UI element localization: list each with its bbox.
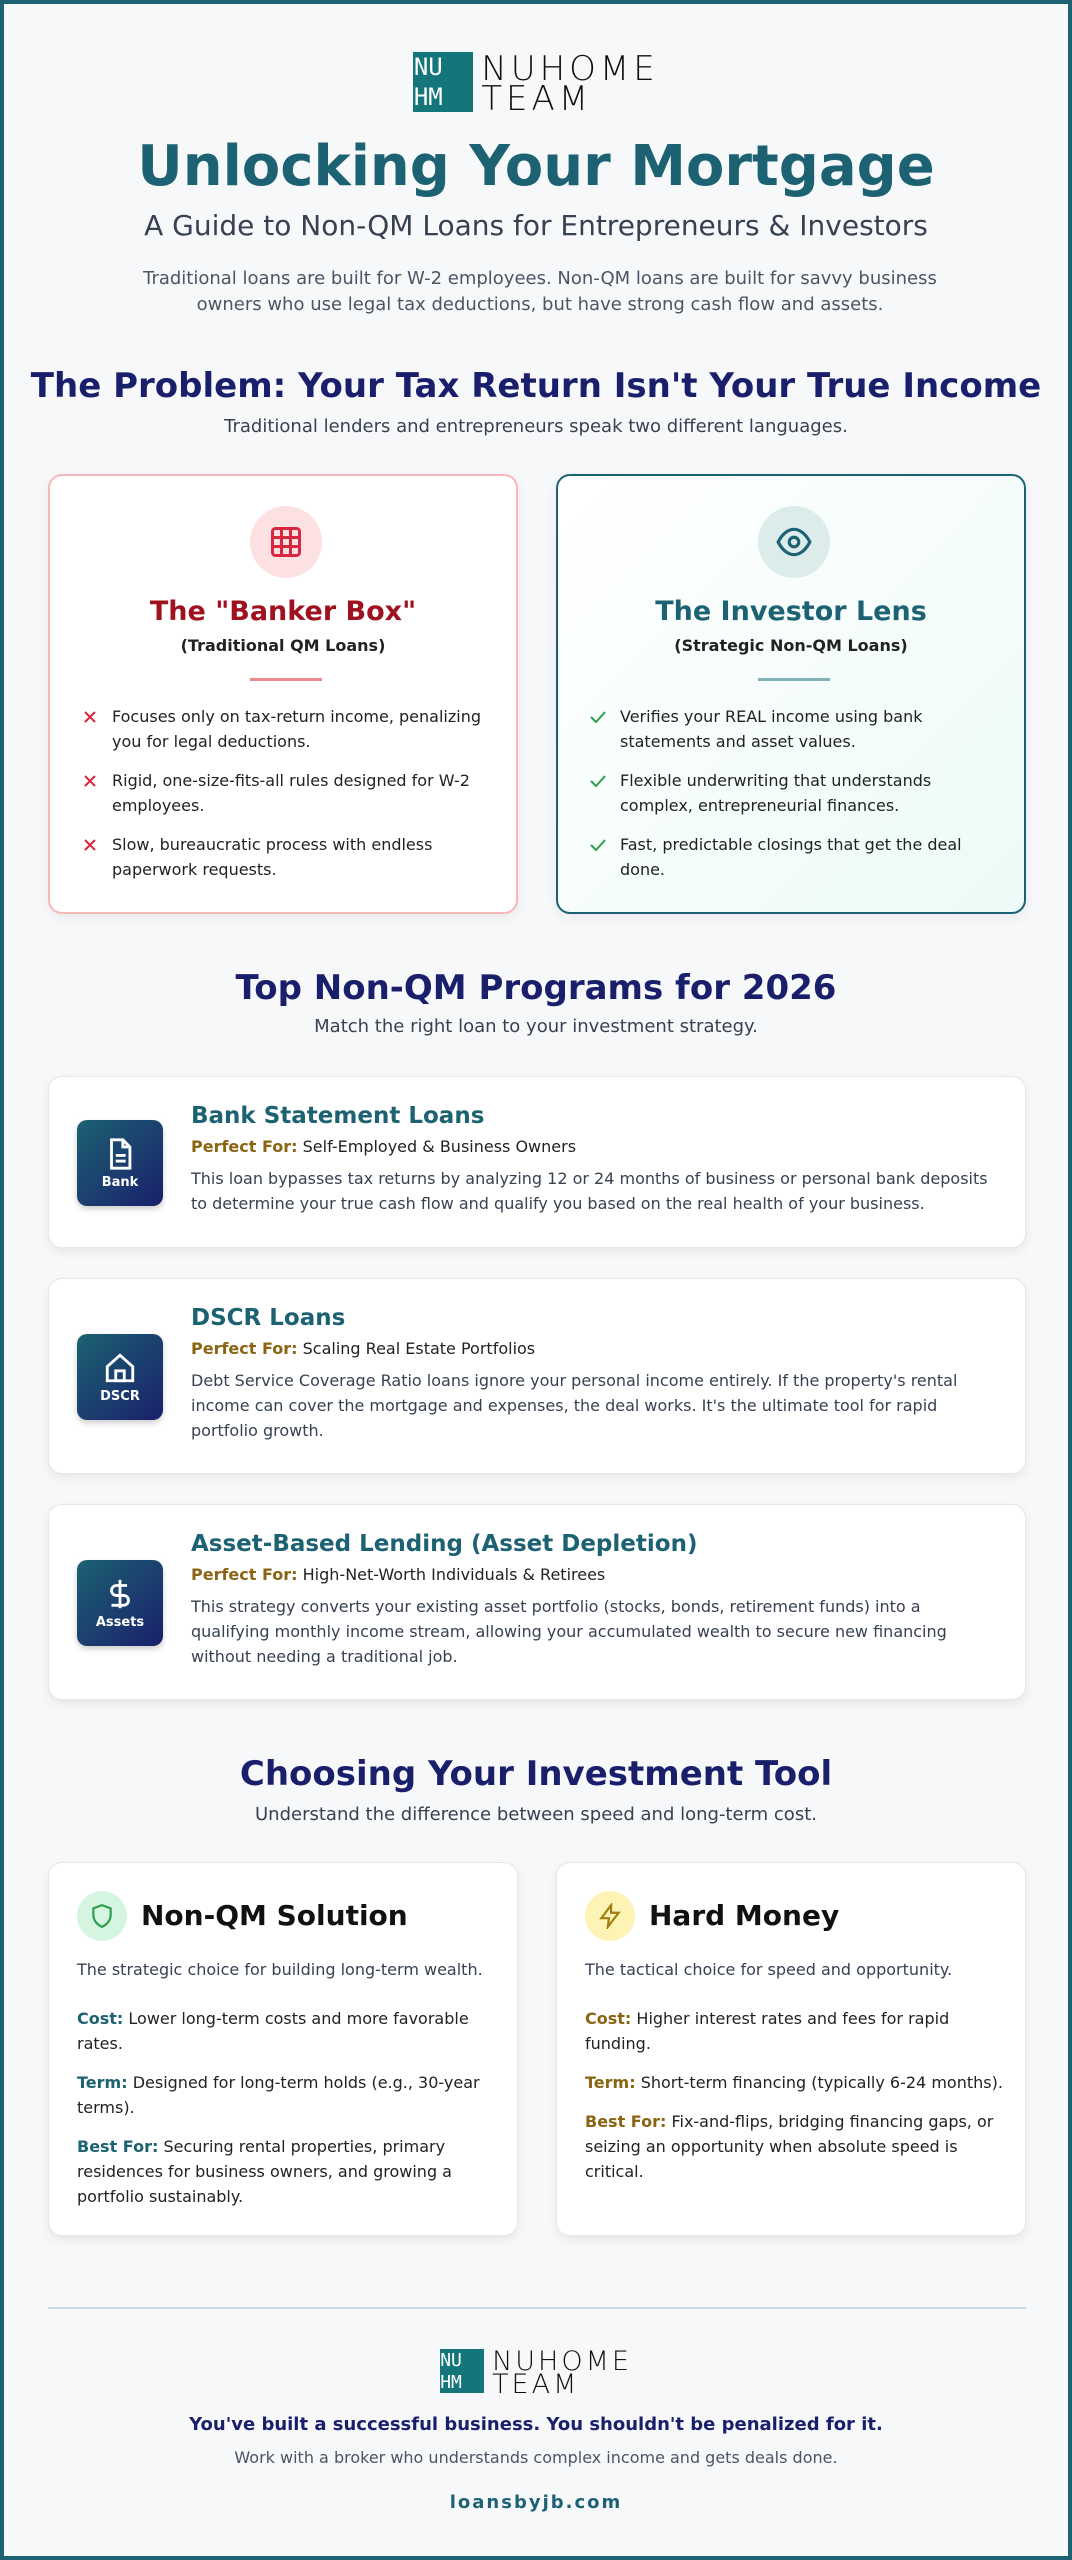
logo-mark-top: NU xyxy=(440,2349,462,2371)
tool-row-value: Short-term financing (typically 6-24 months). xyxy=(640,2073,1003,2092)
tool-row-label: Term: xyxy=(77,2073,128,2092)
investor-lens-list xyxy=(586,704,1006,896)
program-card-bank-statement xyxy=(48,1076,1026,1248)
program-title: DSCR Loans xyxy=(191,1305,346,1331)
investor-lens-title: The Investor Lens xyxy=(655,596,927,627)
document-icon xyxy=(77,1120,163,1206)
tool-row-value: Fix-and-flips, bridging financing gaps, or seizing an opportunity when absolute speed is critical. xyxy=(585,2112,994,2181)
tool-row-label: Cost: xyxy=(77,2009,124,2028)
header-logo xyxy=(4,49,1068,119)
problem-subheading: Traditional lenders and entrepreneurs speak two different languages. xyxy=(224,416,848,437)
eye-icon xyxy=(758,506,830,578)
house-icon xyxy=(77,1334,163,1420)
grid-table-icon xyxy=(250,506,322,578)
tool-title: Non-QM Solution xyxy=(141,1899,408,1932)
tool-row-value: Designed for long-term holds (e.g., 30-year terms). xyxy=(77,2073,480,2117)
list-item xyxy=(586,704,1006,754)
check-mark-icon xyxy=(588,771,608,791)
program-icon-label: Bank xyxy=(101,1174,139,1190)
tool-row-label: Best For: xyxy=(77,2137,159,2156)
banker-box-list xyxy=(78,704,498,896)
footer-subtext: Work with a broker who understands complex income and gets deals done. xyxy=(234,2448,838,2467)
tool-row-value: Securing rental properties, primary residences for business owners, and growing a portfolio sustainably. xyxy=(77,2137,452,2206)
logo-wordmark xyxy=(481,49,659,119)
tools-heading: Choosing Your Investment Tool xyxy=(239,1754,833,1794)
investor-lens-divider xyxy=(758,678,830,681)
program-description: This loan bypasses tax returns by analyzing 12 or 24 months of business or personal bank deposits to determine your true cash flow and qualify you based on the real health of your business. xyxy=(191,1169,988,1213)
x-mark-icon xyxy=(80,835,100,855)
lightning-icon xyxy=(585,1891,635,1941)
hard-money-card xyxy=(556,1862,1026,2236)
list-item xyxy=(586,832,1006,882)
banker-box-card xyxy=(48,474,518,914)
tool-best-for xyxy=(585,2109,1005,2184)
logo-wordmark xyxy=(492,2346,632,2400)
program-description: Debt Service Coverage Ratio loans ignore your personal income entirely. If the property's rental income can cover the mortgage and expenses, the deal works. It's the ultimate tool for rapid portfolio growth. xyxy=(191,1371,958,1440)
tool-row-value: Lower long-term costs and more favorable rates. xyxy=(77,2009,469,2053)
logo-mark-top: NU xyxy=(413,53,443,81)
perfect-for-label: Perfect For: xyxy=(191,1565,298,1584)
tool-row-value: Higher interest rates and fees for rapid funding. xyxy=(585,2009,950,2053)
footer-divider xyxy=(48,2307,1026,2309)
list-item xyxy=(78,704,498,754)
x-mark-icon xyxy=(80,707,100,727)
intro-paragraph: Traditional loans are built for W-2 employees. Non-QM loans are built for savvy business owners who use legal tax deductions, but have strong cash flow and assets. xyxy=(143,268,937,315)
program-title: Asset-Based Lending (Asset Depletion) xyxy=(191,1531,698,1557)
perfect-for-label: Perfect For: xyxy=(191,1339,298,1358)
tool-row-label: Best For: xyxy=(585,2112,667,2131)
footer-website-link[interactable]: loansbyjb.com xyxy=(449,2492,623,2513)
list-item-text: Verifies your REAL income using bank statements and asset values. xyxy=(620,707,923,751)
check-mark-icon xyxy=(588,835,608,855)
program-description: This strategy converts your existing asset portfolio (stocks, bonds, retirement funds) into a qualifying monthly income stream, allowing your accumulated wealth to secure new financing without needing a traditional job. xyxy=(191,1597,947,1666)
dollar-icon xyxy=(77,1560,163,1646)
perfect-for-value: High-Net-Worth Individuals & Retirees xyxy=(302,1565,606,1584)
banker-box-divider xyxy=(250,678,322,681)
logo-mark-bottom: HM xyxy=(413,83,443,111)
banker-box-title: The "Banker Box" xyxy=(149,596,417,627)
list-item-text: Rigid, one-size-fits-all rules designed for W-2 employees. xyxy=(112,771,470,815)
list-item xyxy=(586,768,1006,818)
logo-word-1: NUHOME xyxy=(492,2346,632,2377)
tool-term xyxy=(77,2070,497,2120)
list-item xyxy=(78,832,498,882)
tool-cost xyxy=(77,2006,497,2056)
program-icon-label: Assets xyxy=(95,1614,145,1630)
logo-mark-bottom: HM xyxy=(440,2371,462,2393)
problem-heading: The Problem: Your Tax Return Isn't Your True Income xyxy=(30,366,1042,406)
footer-logo xyxy=(4,2346,1068,2400)
programs-heading: Top Non-QM Programs for 2026 xyxy=(235,968,837,1008)
non-qm-solution-card xyxy=(48,1862,518,2236)
tool-best-for xyxy=(77,2134,497,2209)
x-mark-icon xyxy=(80,771,100,791)
list-item-text: Focuses only on tax-return income, penalizing you for legal deductions. xyxy=(112,707,481,751)
program-icon-label: DSCR xyxy=(100,1388,140,1404)
program-perfect-for xyxy=(191,1565,1001,1584)
logo-word-1: NUHOME xyxy=(481,49,659,89)
tool-lead: The tactical choice for speed and opportunity. xyxy=(585,1960,953,1979)
banker-box-subtitle: (Traditional QM Loans) xyxy=(180,636,386,655)
list-item-text: Flexible underwriting that understands complex, entrepreneurial finances. xyxy=(620,771,932,815)
tool-lead: The strategic choice for building long-term wealth. xyxy=(77,1960,483,1979)
program-perfect-for xyxy=(191,1137,1001,1156)
program-card-asset-based xyxy=(48,1504,1026,1700)
page-title: Unlocking Your Mortgage xyxy=(137,134,935,199)
logo-mark xyxy=(440,2349,484,2393)
logo-mark xyxy=(413,52,473,112)
list-item xyxy=(78,768,498,818)
check-mark-icon xyxy=(588,707,608,727)
list-item-text: Fast, predictable closings that get the deal done. xyxy=(620,835,962,879)
investor-lens-subtitle: (Strategic Non-QM Loans) xyxy=(674,636,908,655)
program-card-dscr xyxy=(48,1278,1026,1474)
perfect-for-value: Self-Employed & Business Owners xyxy=(302,1137,577,1156)
page-subtitle: A Guide to Non-QM Loans for Entrepreneurs & Investors xyxy=(144,209,928,242)
program-perfect-for xyxy=(191,1339,1001,1358)
perfect-for-label: Perfect For: xyxy=(191,1137,298,1156)
list-item-text: Slow, bureaucratic process with endless paperwork requests. xyxy=(112,835,433,879)
tool-term xyxy=(585,2070,1005,2095)
footer-tagline: You've built a successful business. You shouldn't be penalized for it. xyxy=(189,2414,883,2435)
tools-subheading: Understand the difference between speed and long-term cost. xyxy=(255,1804,817,1825)
program-title: Bank Statement Loans xyxy=(191,1103,485,1129)
perfect-for-value: Scaling Real Estate Portfolios xyxy=(302,1339,536,1358)
logo-word-2: TEAM xyxy=(481,79,593,119)
shield-icon xyxy=(77,1891,127,1941)
investor-lens-card xyxy=(556,474,1026,914)
tool-row-label: Cost: xyxy=(585,2009,632,2028)
tool-row-label: Term: xyxy=(585,2073,636,2092)
tool-cost xyxy=(585,2006,1005,2056)
tool-title: Hard Money xyxy=(649,1899,840,1932)
programs-subheading: Match the right loan to your investment strategy. xyxy=(314,1016,758,1037)
logo-word-2: TEAM xyxy=(492,2369,580,2400)
